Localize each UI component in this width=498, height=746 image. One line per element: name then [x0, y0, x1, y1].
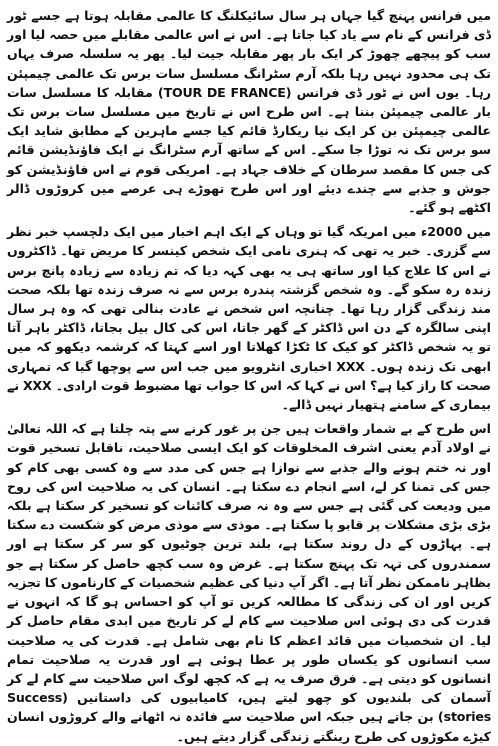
article-paragraph-henry: میں 2000ء میں امریکہ گیا تو وہاں کے ایک اہم اخبار میں ایک دلچسپ خبر نظر سے گزری۔ خبر یہ تھی کہ ہنری نامی ایک شخص کینسر کا مریض تھا۔ ڈاکٹروں نے اس کا علاج کیا اور ساتھ ہی یہ بھی کہہ دیا کہ تم زیادہ سے زیادہ پانچ برس زندہ رہ سکو گے۔ وہ شخص گزشتہ پندرہ برس سے نہ صرف زندہ تھا بلکہ صحت مند زندگی گزار رہا تھا۔ چنانچہ اس شخص نے عادت بنالی تھی کہ وہ ہر سال اپنی سالگرہ کے دن اس ڈاکٹر کے گھر جاتا، اس کی کال بیل بجاتا، ڈاکٹر باہر آتا تو یہ شخص ڈاکٹر کو کیک کا ٹکڑا کھلاتا اور اسے کہتا کہ کرشمہ دیکھو کہ میں ابھی تک زندہ ہوں۔ XXX اخباری انٹرویو میں جب اس سے پوچھا گیا کہ تمہاری صحت کا راز کیا ہے؟ اس نے کہا کہ اس کا جواب تھا مضبوط قوت ارادی۔ XXX نے بیماری کے سامنے ہتھیار نہیں ڈالے۔	[7, 224, 492, 413]
article-paragraph-willpower: اس طرح کے بے شمار واقعات ہیں جن پر غور کرنے سے پتہ چلتا ہے کہ اللہ تعالیٰ نے اولاد آدم یعنی اشرف المخلوقات کو ایک ایسی صلاحیت، ناقابل تسخیر قوت اور نہ ختم ہونے والے جذبے سے نوازا ہے جس کی مدد سے وہ کسی بھی کام کو جس کی تمنا کر لے، اسے انجام دے سکتا ہے۔ انسان کی یہ صلاحیت اس کی روح میں ودیعت کی گئی ہے جس سے وہ نہ صرف کائنات کو تسخیر کر سکتا ہے بلکہ بڑی بڑی مشکلات پر قابو پا سکتا ہے۔ موذی سے موذی مرض کو شکست دے سکتا ہے۔ پہاڑوں کے دل روند سکتا ہے، بلند ترین چوٹیوں کو سر کر سکتا ہے اور سمندروں کی تہہ تک پہنچ سکتا ہے۔ غرض وہ سب کچھ حاصل کر سکتا ہے جو بظاہر ناممکن نظر آتا ہے۔ اگر آپ دنیا کی عظیم شخصیات کے کارناموں کا تجزیہ کریں اور ان کی زندگی کا مطالعہ کریں تو آپ کو احساس ہو گا کہ انہوں نے قدرت کی دی ہوئی اس صلاحیت سے کام لے کر تاریخ میں ابدی مقام حاصل کر لیا۔ ان شخصیات میں قائد اعظم کا نام بھی شامل ہے۔ قدرت کی یہ صلاحیت سب انسانوں کو یکساں طور پر عطا ہوئی ہے اور قدرت یہ صلاحیت تمام انسانوں کو دیتی ہے۔ فرق صرف یہ ہے کہ کچھ لوگ اس صلاحیت سے کام لے کر آسمان کی بلندیوں کو چھو لیتے ہیں، کامیابیوں کی داستانیں (Success stories) بن جاتے ہیں جبکہ اس صلاحیت سے فائدہ نہ اٹھانے والے کروڑوں انسان کیڑے مکوڑوں کی طرح رینگتے زندگی گزار دیتے ہیں۔	[7, 421, 491, 744]
article-paragraph-armstrong: میں فرانس پہنچ گیا جہاں ہر سال سائیکلنگ کا عالمی مقابلہ ہوتا ہے جسے ٹور ڈی فرانس کے نام سے یاد کیا جاتا ہے۔ اس نے اس عالمی مقابلے میں حصہ لیا اور سب کو پیچھے چھوڑ کر ایک بار پھر مقابلہ جیت لیا۔ پھر یہ سلسلہ صرف یہاں تک ہی محدود نہیں رہا بلکہ آرم سٹرانگ مسلسل سات برس تک عالمی چیمپئن رہا۔ یوں اس نے ٹور ڈی فرانس (TOUR DE FRANCE) مقابلہ کا مسلسل سات بار عالمی چیمپئن بننا ہے۔ اس طرح اس نے تاریخ میں مسلسل سات برس تک عالمی چیمپئن بن کر ایک نیا ریکارڈ قائم کیا جسے ماہرین کے مطابق شاید ایک سو برس تک نہ توڑا جا سکے۔ اس کے ساتھ آرم سٹرانگ نے ایک فاؤنڈیشن قائم کی جس کا مقصد سرطان کے خلاف جہاد ہے۔ امریکی قوم نے اس فاؤنڈیشن کو جوش و جذبے سے چندے دیئے اور اس طرح تھوڑے ہی عرصے میں کروڑوں ڈالر اکٹھے ہو گئے۔	[7, 8, 491, 216]
